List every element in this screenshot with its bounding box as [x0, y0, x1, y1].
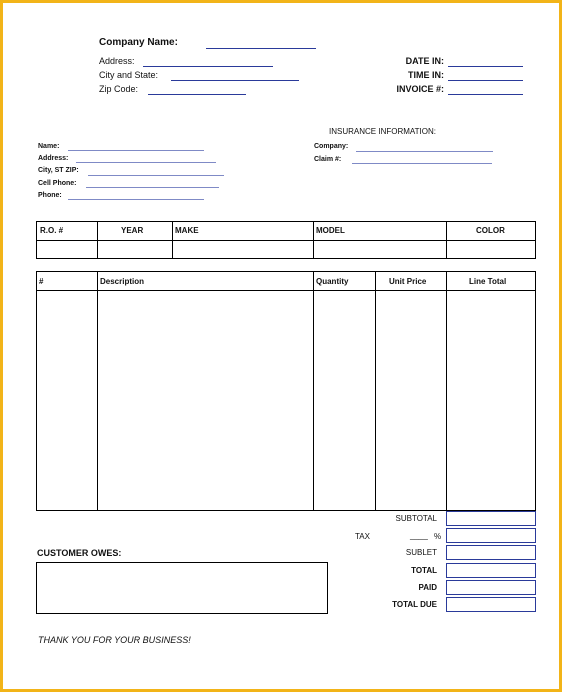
vehicle-col-divider	[313, 222, 314, 258]
thank-you-text: THANK YOU FOR YOUR BUSINESS!	[38, 635, 191, 645]
total-due-label: TOTAL DUE	[392, 600, 437, 609]
customer-owes-label: CUSTOMER OWES:	[37, 548, 122, 558]
city-state-label: City and State:	[99, 70, 159, 80]
phone-field[interactable]	[68, 199, 204, 200]
total-field[interactable]	[446, 563, 536, 578]
tax-label: TAX	[355, 532, 370, 541]
items-col-divider	[313, 272, 314, 510]
customer-city-label: City, ST ZIP:	[38, 167, 79, 174]
vehicle-col-divider	[172, 222, 173, 258]
items-table	[36, 271, 536, 511]
invoice-field[interactable]	[448, 94, 523, 95]
date-in-field[interactable]	[448, 66, 523, 67]
claim-label: Claim #:	[314, 156, 342, 163]
sublet-label: SUBLET	[405, 548, 437, 557]
items-col-divider	[446, 272, 447, 510]
invoice-label: INVOICE #:	[396, 84, 444, 94]
vehicle-header-make: MAKE	[175, 226, 199, 235]
customer-name-label: Name:	[38, 143, 60, 150]
city-state-field[interactable]	[171, 80, 299, 81]
phone-label: Phone:	[38, 192, 62, 199]
items-col-divider	[375, 272, 376, 510]
vehicle-table	[36, 221, 536, 259]
zip-label: Zip Code:	[99, 84, 139, 94]
vehicle-header-model: MODEL	[316, 226, 345, 235]
total-label: TOTAL	[411, 566, 437, 575]
items-header-unit-price: Unit Price	[389, 277, 427, 286]
insurance-title: INSURANCE INFORMATION:	[329, 127, 436, 136]
paid-field[interactable]	[446, 580, 536, 595]
customer-owes-box[interactable]	[36, 562, 328, 614]
vehicle-col-divider	[446, 222, 447, 258]
claim-field[interactable]	[352, 163, 492, 164]
cell-phone-field[interactable]	[86, 187, 219, 188]
paid-label: PAID	[418, 583, 437, 592]
subtotal-label: SUBTOTAL	[395, 514, 437, 523]
tax-field[interactable]	[446, 528, 536, 543]
items-header-number: #	[39, 277, 44, 286]
customer-name-field[interactable]	[68, 150, 204, 151]
items-header-row	[37, 290, 535, 291]
time-in-field[interactable]	[448, 80, 523, 81]
zip-field[interactable]	[148, 94, 246, 95]
customer-address-label: Address:	[38, 155, 69, 162]
address-label: Address:	[99, 56, 135, 66]
tax-rate-blank[interactable]: ____	[410, 531, 428, 540]
vehicle-header-year: YEAR	[121, 226, 144, 235]
insurance-company-label: Company:	[314, 143, 349, 150]
vehicle-header-row	[37, 222, 535, 241]
customer-city-field[interactable]	[88, 175, 224, 176]
vehicle-col-divider	[97, 222, 98, 258]
address-field[interactable]	[143, 66, 273, 67]
items-header-description: Description	[100, 277, 145, 286]
insurance-company-field[interactable]	[356, 151, 493, 152]
total-due-field[interactable]	[446, 597, 536, 612]
time-in-label: TIME IN:	[408, 70, 444, 80]
company-name-label: Company Name:	[99, 37, 178, 48]
date-in-label: DATE IN:	[405, 56, 444, 66]
cell-phone-label: Cell Phone:	[38, 180, 77, 187]
sublet-field[interactable]	[446, 545, 536, 560]
items-col-divider	[97, 272, 98, 510]
items-header-quantity: Quantity	[316, 277, 349, 286]
vehicle-header-color: COLOR	[476, 226, 505, 235]
tax-percent-sign: %	[434, 532, 442, 541]
customer-address-field[interactable]	[76, 162, 216, 163]
items-header-line-total: Line Total	[469, 277, 507, 286]
subtotal-field[interactable]	[446, 511, 536, 526]
company-name-field[interactable]	[206, 48, 316, 49]
vehicle-header-ro: R.O. #	[40, 226, 64, 235]
